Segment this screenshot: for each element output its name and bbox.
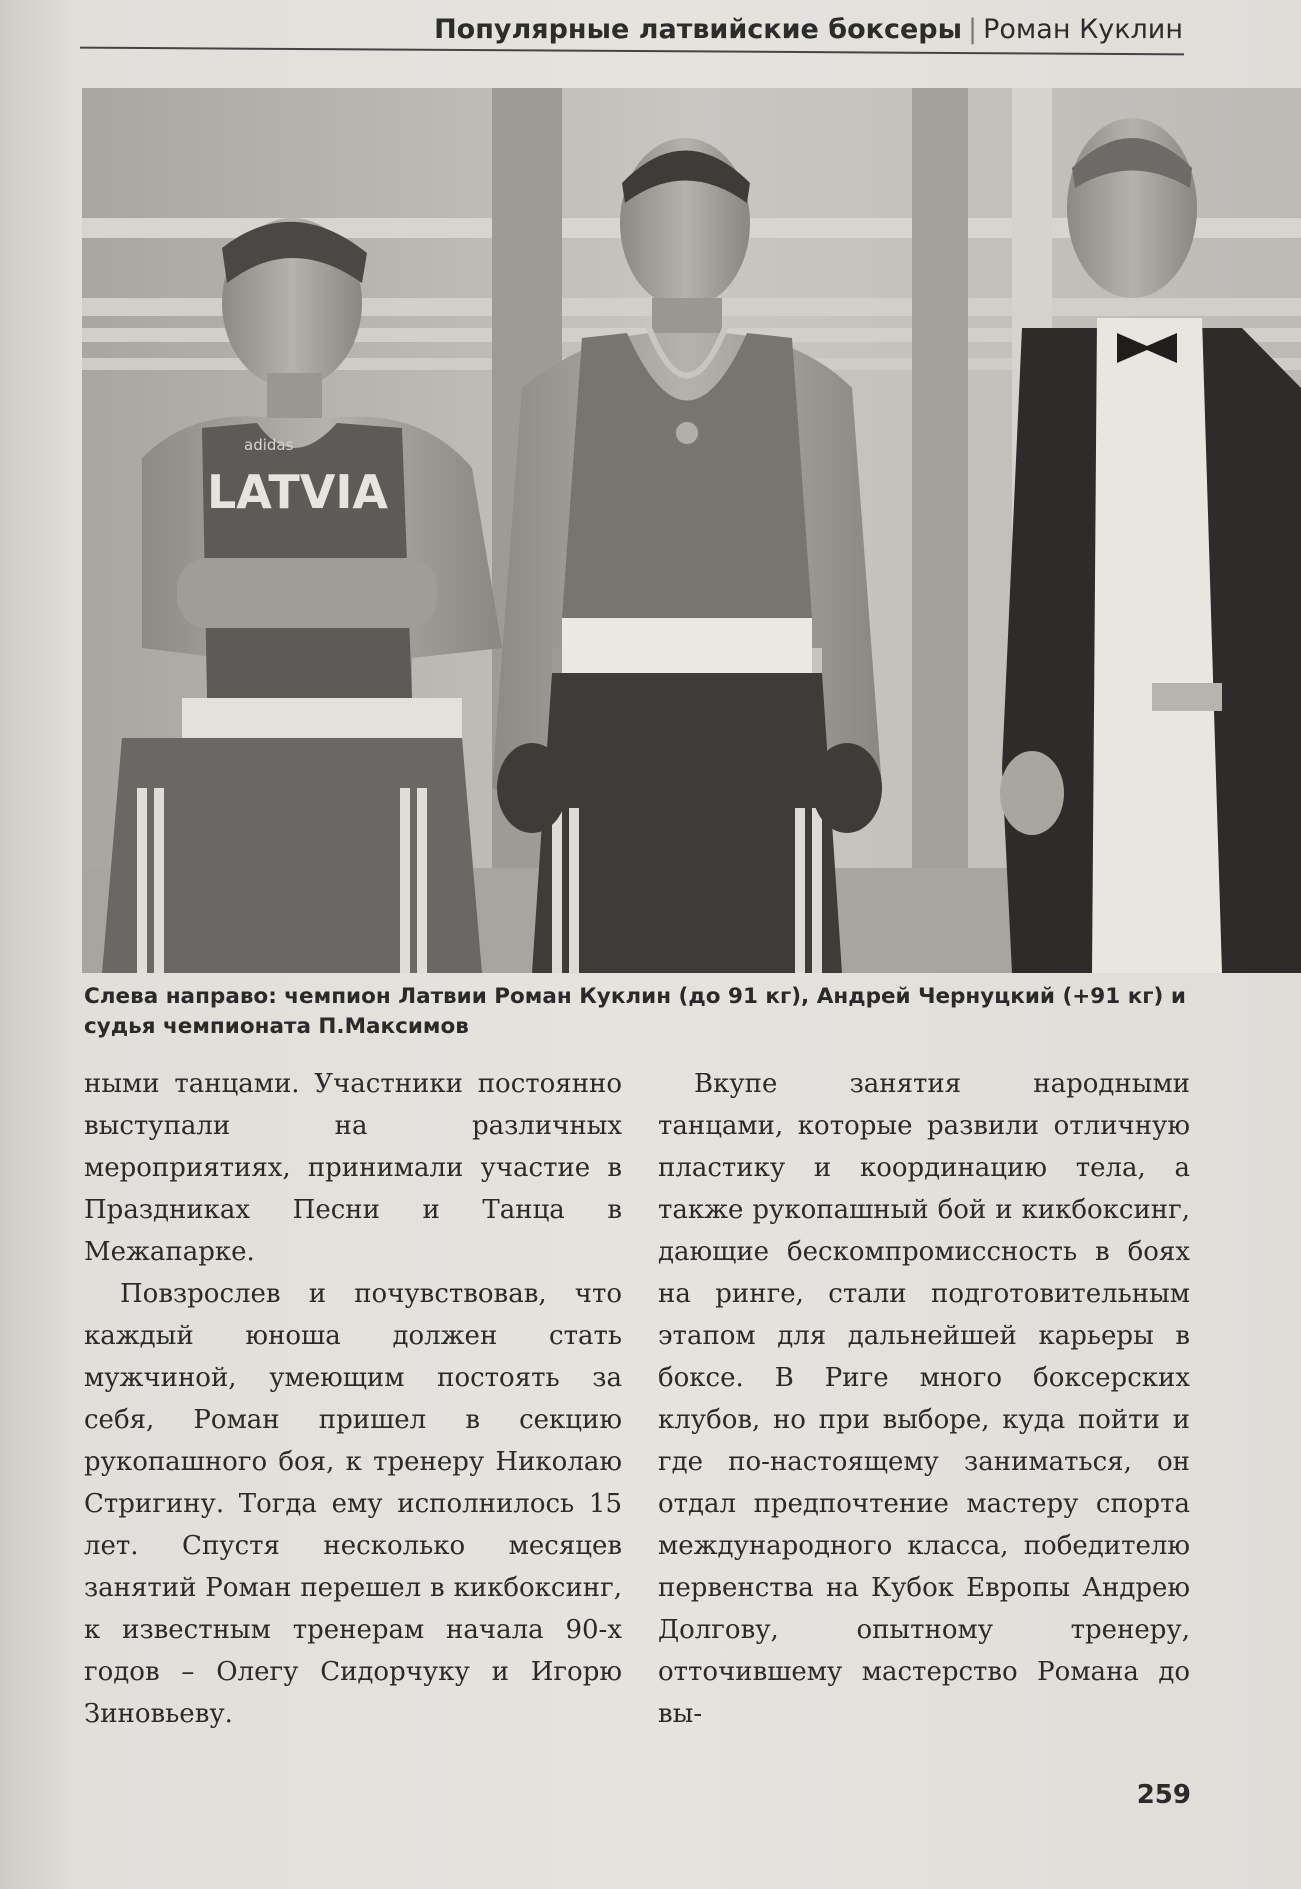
window-pillar (912, 88, 968, 973)
shorts-stripe (795, 808, 805, 973)
shorts-stripe (812, 808, 822, 973)
paragraph: Повзрослев и почувствовав, что каждый юноша должен стать мужчиной, умеющим постоять за себя, Роман пришел в секцию рукопашного боя, к тренеру Николаю Стригину. Тогда ему исполнилось 15 лет. Спустя несколько месяцев занятий Роман перешел в кикбоксинг, к известным тренерам начала 90-х годов – Олегу Сидорчуку и Игорю Зиновьеву. (84, 1279, 622, 1729)
header-rule (80, 47, 1184, 56)
running-header-section: Популярные латвийские боксеры (434, 14, 963, 45)
left-boxer-belt (182, 698, 462, 738)
center-boxer-belt (562, 618, 812, 673)
medal-icon (675, 421, 699, 445)
paragraph: ными танцами. Участники постоянно выступали на различных мероприятиях, принимали участие в Праздниках Песни и Танца в Межапарке. (84, 1069, 622, 1267)
shorts-stripe (137, 788, 147, 973)
referee-shirt (1092, 318, 1222, 973)
right-hand-wrap (812, 743, 882, 833)
jersey-brand-text: adidas (244, 436, 294, 454)
boxing-photo-illustration (82, 88, 1301, 973)
left-hand-wrap (497, 743, 567, 833)
shorts-stripe (417, 788, 427, 973)
running-header (434, 14, 1183, 45)
shorts-stripe (400, 788, 410, 973)
referee-belt-buckle (1152, 683, 1222, 711)
page-number: 259 (1136, 1780, 1191, 1810)
shorts-stripe (154, 788, 164, 973)
running-header-chapter: Роман Куклин (983, 14, 1183, 45)
boxing-photo (82, 88, 1301, 973)
running-header-separator: | (968, 14, 978, 45)
referee-hand (1000, 751, 1064, 835)
paragraph: Вкупе занятия народными танцами, которые развили отличную пластику и координацию тела, а также рукопашный бой и кикбоксинг, дающие бескомпромиссность в боях на ринге, стали подготовительным этапом для дальнейшей карьеры в боксе. В Риге много боксерских клубов, но при выборе, куда пойти и где по-настоящему заниматься, он отдал предпочтение мастеру спорта международного класса, победителю первенства на Кубок Европы Андрею Долгову, опытному тренеру, отточившему мастерство Романа до вы- (658, 1069, 1190, 1729)
photo-caption: Слева направо: чемпион Латвии Роман Куклин (до 91 кг), Андрей Чернуцкий (+91 кг) и судья чемпионата П.Максимов (84, 984, 1186, 1039)
shorts-stripe (552, 808, 562, 973)
jersey-latvia-text: LATVIA (207, 465, 389, 519)
text-column-left (84, 1063, 622, 1735)
left-boxer-crossed-arms (177, 558, 437, 628)
text-column-right (658, 1063, 1190, 1735)
shorts-stripe (569, 808, 579, 973)
